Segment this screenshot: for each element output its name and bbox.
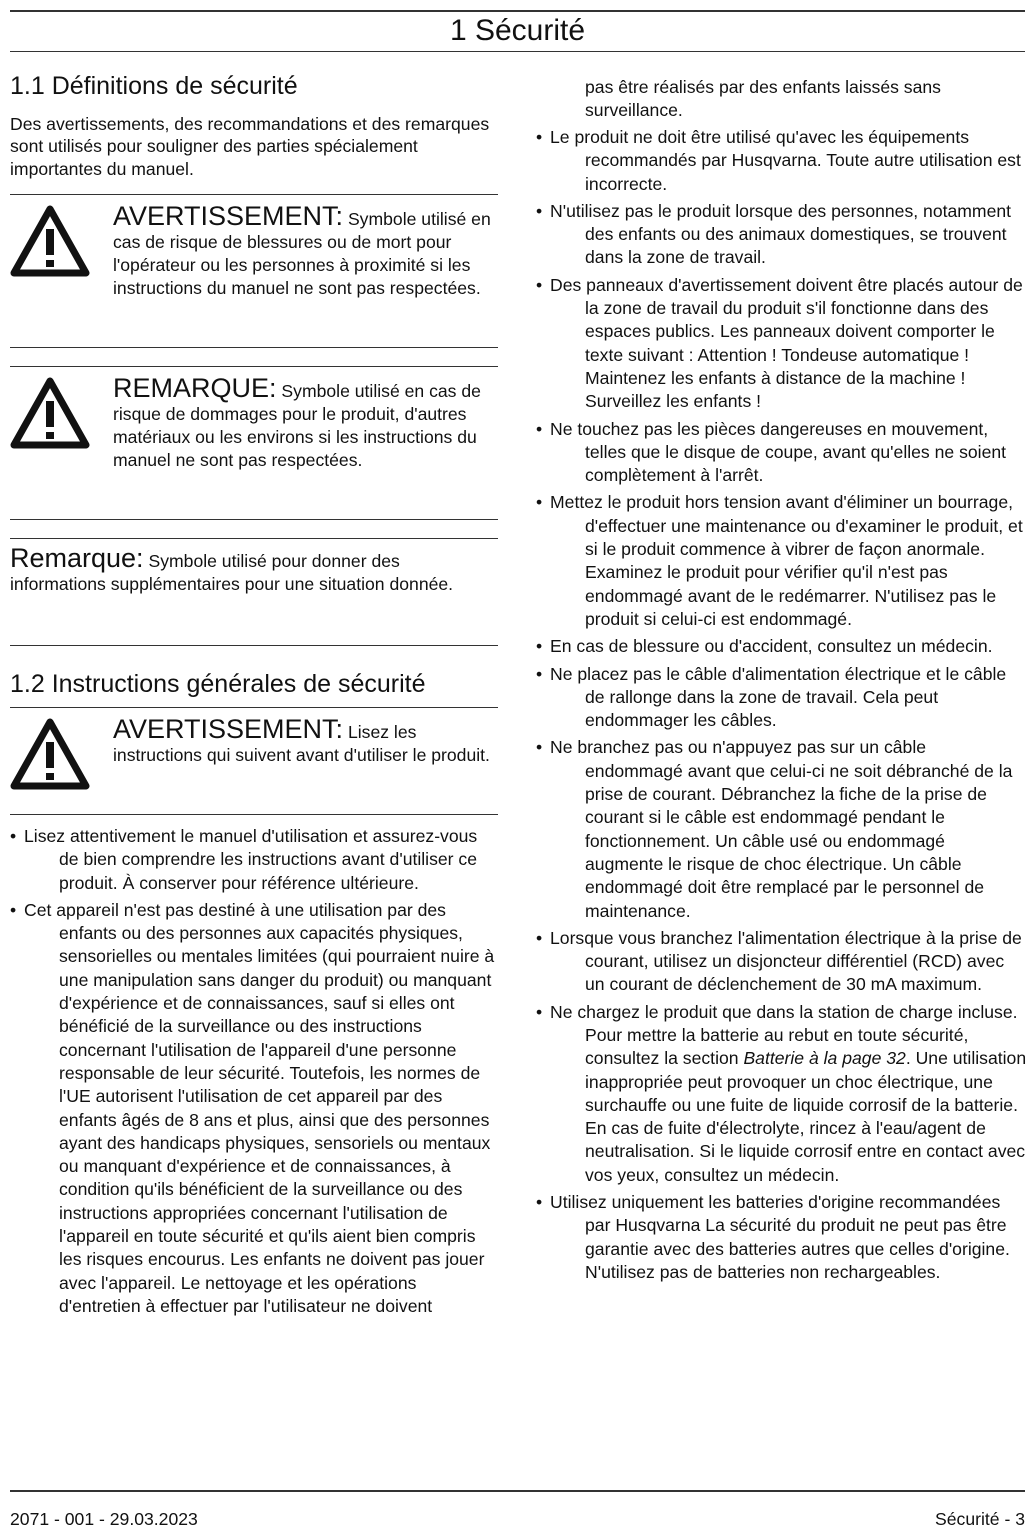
continuation-text: pas être réalisés par des enfants laissés sans surveillance. [585, 77, 941, 120]
caution-box [10, 367, 498, 519]
footer-document-number: 2071 - 001 - 29.03.2023 [10, 1509, 198, 1529]
list-item: • Ne branchez pas ou n'appuyez pas sur un câble endommagé avant que celui-ci ne soit débranché de la prise de courant. Débranchez la fiche de la prise de courant si le câble est endommagé pendant le fonctionnement. Un câble usé ou endommagé augmente le risque de choc électrique. Un câble endommagé doit être remplacé par le personnel de maintenance. [536, 736, 1028, 922]
list-item: • Le produit ne doit être utilisé qu'avec les équipements recommandés par Husqvarna. Toute autre utilisation est incorrecte. [536, 126, 1028, 196]
list-item: • N'utilisez pas le produit lorsque des personnes, notamment des enfants ou des animaux domestiques, se trouvent dans la zone de travail. [536, 200, 1028, 270]
safety-list-left [10, 825, 498, 1318]
list-item: • Ne placez pas le câble d'alimentation électrique et le câble de rallonge dans la zone de travail. Cela peut endommager les câbles. [536, 663, 1028, 733]
list-item: • Ne touchez pas les pièces dangereuses en mouvement, telles que le disque de coupe, avant qu'elles ne soient complètement à l'arrêt. [536, 418, 1028, 488]
right-column [536, 76, 1028, 1288]
list-item: • Des panneaux d'avertissement doivent être placés autour de la zone de travail du produit s'il fonctionne dans des espaces publics. Les panneaux doivent comporter le texte suivant : Attention ! Tondeuse automatique ! Maintenez les enfants à distance de la machine ! Surveillez les enfants ! [536, 274, 1028, 414]
warning-triangle-icon [10, 373, 90, 513]
footer-rule [10, 1490, 1025, 1492]
caution-signal-word: REMARQUE: [113, 373, 277, 404]
general-warning-text: Lisez les instructions qui suivent avant d'utiliser le produit. [113, 722, 490, 765]
note-definition [10, 539, 498, 645]
safety-list-right [536, 126, 1028, 1284]
left-column [10, 62, 498, 1322]
caution-text: Symbole utilisé en cas de risque de dommages pour le produit, d'autres matériaux ou les environs si les instructions du manuel ne sont pas respectées. [113, 381, 481, 471]
list-item: • Utilisez uniquement les batteries d'origine recommandées par Husqvarna La sécurité du produit ne peut pas être garantie avec des batteries autres que celles d'origine. N'utilisez pas de batteries non rechargeables. [536, 1191, 1028, 1284]
note-text: Symbole utilisé pour donner des informations supplémentaires pour une situation donnée. [10, 551, 454, 594]
battery-text-after: . Une utilisation inappropriée peut provoquer un choc électrique, une surchauffe ou une fuite de liquide corrosif de la batterie. En cas de fuite d'électrolyte, rincez à l'eau/agent de neutralisation. Si le liquide corrosif entre en contact avec vos yeux, consultez un médecin. [585, 1048, 1027, 1185]
list-item: • Cet appareil n'est pas destiné à une utilisation par des enfants ou des personnes aux capacités physiques, sensorielles ou mentales limitées (qui pourraient nuire à une manipulation sans danger du produit) ou manquant d'expérience et de connaissances, sauf si elles ont bénéficié de la surveillance ou des instructions concernant l'utilisation de l'appareil d'une personne responsable de leur sécurité. Toutefois, les normes de l'UE autorisent l'utilisation de cet appareil par des enfants âgés de 8 ans et plus, ainsi que des personnes ayant des handicaps physiques, sensoriels ou mentaux ou manquant d'expérience et de connaissances, à condition qu'ils bénéficient de la surveillance ou des instructions appropriées concernant l'utilisation de l'appareil en toute sécurité et qu'ils aient bien compris les risques encourus. Les enfants ne doivent pas jouer avec l'appareil. Le nettoyage et les opérations d'entretien à effectuer par l'utilisateur ne doivent [10, 899, 498, 1318]
warning-triangle-icon [10, 201, 90, 341]
warning-triangle-icon [10, 714, 90, 808]
list-item: • Lorsque vous branchez l'alimentation électrique à la prise de courant, utilisez un disjoncteur différentiel (RCD) avec un courant de déclenchement de 30 mA maximum. [536, 927, 1028, 997]
warning-signal-word: AVERTISSEMENT: [113, 201, 344, 232]
general-warning [90, 714, 498, 808]
warning-definition [90, 201, 498, 341]
section-heading-general: 1.2 Instructions générales de sécurité [10, 670, 426, 699]
general-warning-box [10, 708, 498, 814]
battery-page-link[interactable]: Batterie à la page 32 [743, 1048, 906, 1069]
chapter-title: 1 Sécurité [449, 14, 586, 47]
list-item [536, 1001, 1028, 1187]
list-item: • Lisez attentivement le manuel d'utilisation et assurez-vous de bien comprendre les instructions avant d'utiliser ce produit. À conserver pour référence ultérieure. [10, 825, 498, 895]
general-warning-signal-word: AVERTISSEMENT: [113, 714, 344, 744]
note-signal-word: Remarque: [10, 543, 144, 574]
warning-text: Symbole utilisé en cas de risque de blessures ou de mort pour l'opérateur ou les personnes à proximité si les instructions du manuel ne sont pas respectées. [113, 209, 491, 299]
divider [10, 645, 498, 646]
chapter-rule [10, 51, 1025, 52]
caution-definition [90, 373, 498, 513]
list-item: • En cas de blessure ou d'accident, consultez un médecin. [536, 635, 1028, 658]
battery-text-before: Ne chargez le produit que dans la station de charge incluse. Pour mettre la batterie au rebut en toute sécurité, consultez la section [550, 1001, 1018, 1069]
divider [10, 814, 498, 815]
section-heading-definitions: 1.1 Définitions de sécurité [10, 72, 298, 100]
footer-page-number: Sécurité - 3 [935, 1509, 1025, 1529]
top-rule [10, 10, 1025, 12]
list-item: • Mettez le produit hors tension avant d'éliminer un bourrage, d'effectuer une maintenance ou d'examiner le produit, et si le produit commence à vibrer de façon anormale. Examinez le produit pour vérifier qu'il n'est pas endommagé avant de le redémarrer. N'utilisez pas le produit si celui-ci est endommagé. [536, 491, 1028, 631]
warning-box [10, 195, 498, 347]
intro-paragraph: Des avertissements, des recommandations et des remarques sont utilisés pour souligner des parties spécialement importantes du manuel. [10, 113, 490, 179]
